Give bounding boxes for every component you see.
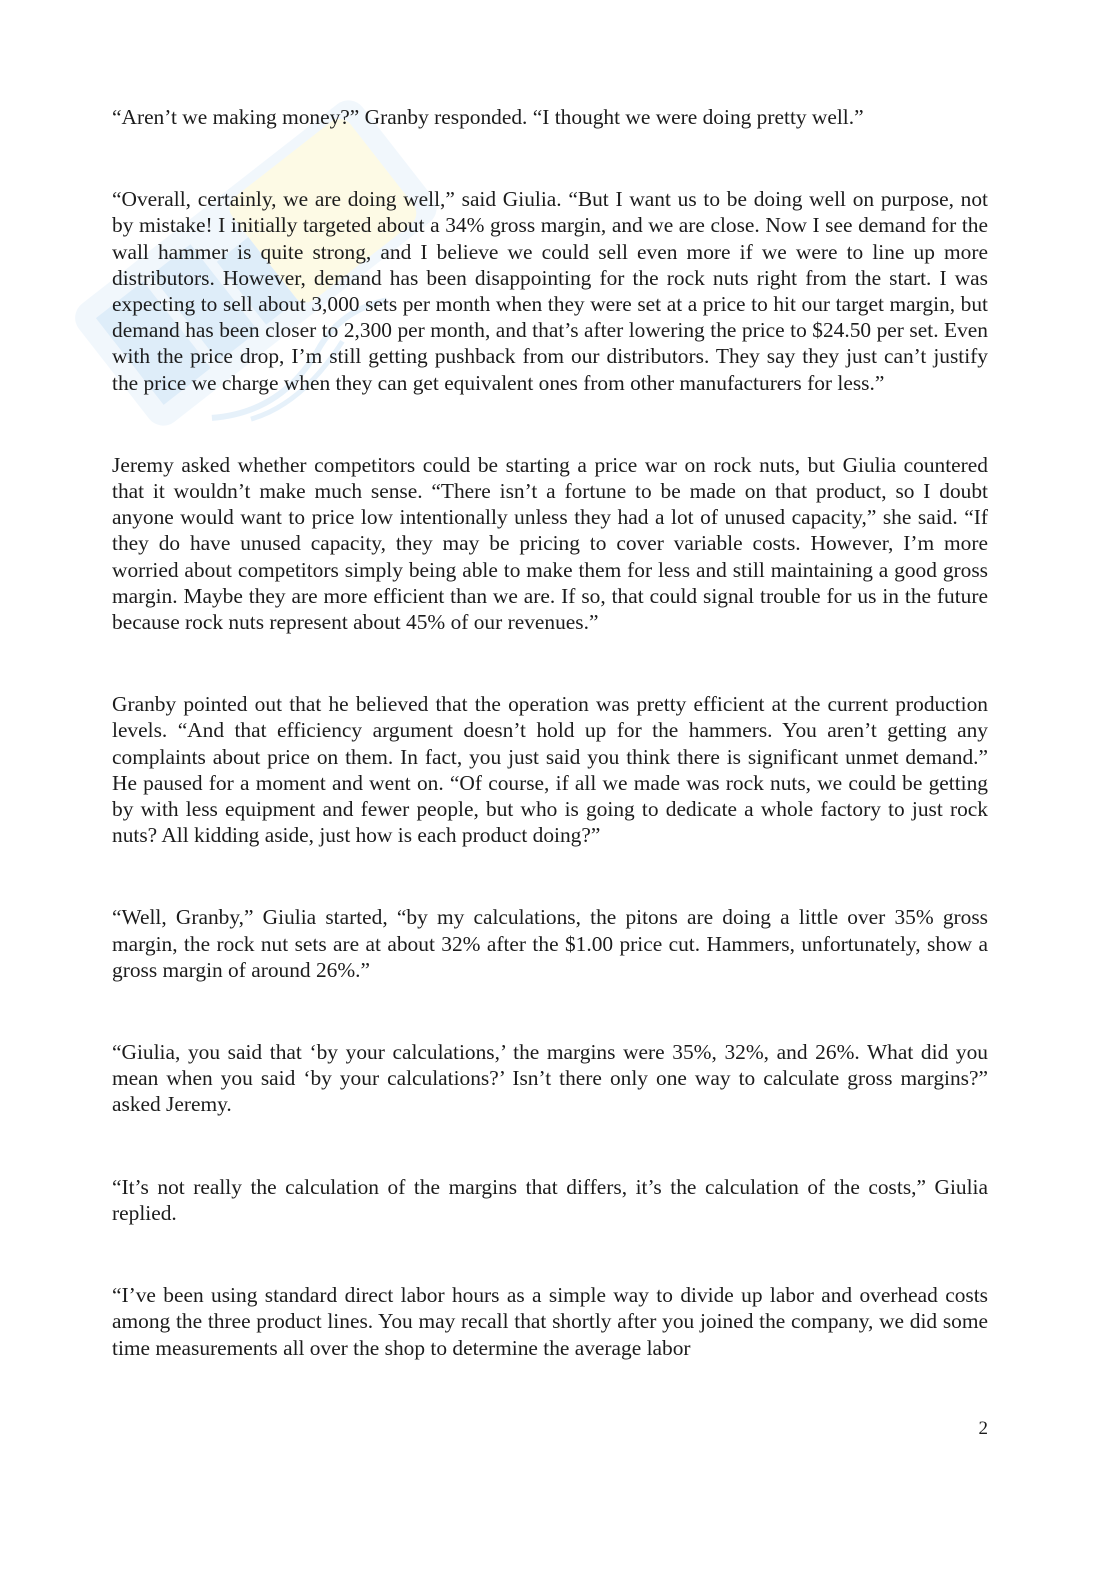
paragraph-3: Jeremy asked whether competitors could be starting a price war on rock nuts, but Giulia countered that it wouldn’t make much sense. “There isn’t a fortune to be made on that product, so I doubt anyone would want to price low intentionally unless they had a lot of unused capacity,” she said. “If they do have unused capacity, they may be pricing to cover variable costs. However, I’m more worried about competitors simply being able to make them for less and still maintaining a good gross margin. Maybe they are more efficient than we are. If so, that could signal trouble for us in the future because rock nuts represent about 45% of our revenues.” [112,452,988,635]
paragraph-4: Granby pointed out that he believed that the operation was pretty efficient at the current production levels. “And that efficiency argument doesn’t hold up for the hammers. You aren’t getting any complaints about price on them. In fact, you just said you think there is significant unmet demand.” He paused for a moment and went on. “Of course, if all we made was rock nuts, we could be getting by with less equipment and fewer people, but who is going to dedicate a whole factory to just rock nuts? All kidding aside, just how is each product doing?” [112,692,988,848]
page-number: 2 [978,1418,988,1439]
document-body [112,104,988,1361]
paragraph-1: “Aren’t we making money?” Granby responded. “I thought we were doing pretty well.” [112,105,864,129]
paragraph-2: “Overall, certainly, we are doing well,” said Giulia. “But I want us to be doing well on purpose, not by mistake! I initially targeted about a 34% gross margin, and we are close. Now I see demand for the wall hammer is quite strong, and I believe we could sell even more if we were to line up more distributors. However, demand has been disappointing for the rock nuts right from the start. I was expecting to sell about 3,000 sets per month when they were set at a price to hit our target margin, but demand has been closer to 2,300 per month, and that’s after lowering the price to $24.50 per set. Even with the price drop, I’m still getting pushback from our distributors. They say they just can’t justify the price we charge when they can get equivalent ones from other manufacturers for less.” [112,187,988,395]
paragraph-5: “Well, Granby,” Giulia started, “by my calculations, the pitons are doing a little over 35% gross margin, the rock nut sets are at about 32% after the $1.00 price cut. Hammers, unfortunately, show a gross margin of around 26%.” [112,905,988,982]
paragraph-6: “Giulia, you said that ‘by your calculations,’ the margins were 35%, 32%, and 26%. What did you mean when you said ‘by your calculations?’ Isn’t there only one way to calculate gross margins?” asked Jeremy. [112,1040,988,1117]
paragraph-8: “I’ve been using standard direct labor hours as a simple way to divide up labor and overhead costs among the three product lines. You may recall that shortly after you joined the company, we did some time measurements all over the shop to determine the average labor [112,1283,988,1360]
paragraph-7: “It’s not really the calculation of the margins that differs, it’s the calculation of the costs,” Giulia replied. [112,1174,988,1225]
